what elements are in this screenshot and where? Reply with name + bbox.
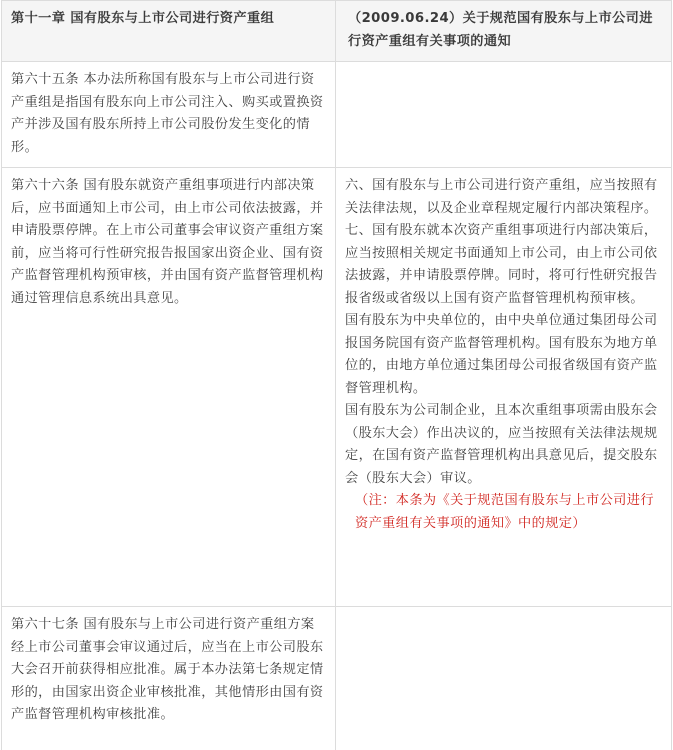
clause-seven-paragraph: 七、国有股东就本次资产重组事项进行内部决策后，应当按照相关规定书面通知上市公司，由上市公司依法披露，并申请股票停牌。同时，将可行性研究报告报省级或省级以上国有资产监督管理机构预审核。 [345,223,658,306]
empty-right-cell [336,62,672,168]
article-65-cell: 第六十五条 本办法所称国有股东与上市公司进行资产重组是指国有股东向上市公司注入、购买或置换资产并涉及国有股东所持上市公司股份发生变化的情形。 [2,62,336,168]
header-right-cell: （2009.06.24）关于规范国有股东与上市公司进行资产重组有关事项的通知 [336,1,672,62]
article-66-cell: 第六十六条 国有股东就资产重组事项进行内部决策后，应书面通知上市公司，由上市公司依法披露，并申请股票停牌。在上市公司董事会审议资产重组方案前，应当将可行性研究报告报国家出资企业、国有资产监督管理机构预审核，并由国有资产监督管理机构通过管理信息系统出具意见。 [2,168,336,607]
source-note [345,490,662,535]
table-row [2,607,672,750]
empty-right-cell [336,607,672,750]
source-note-text: （注：本条为《关于规范国有股东与上市公司进行资产重组有关事项的通知》中的规定） [355,493,654,531]
comparison-table [1,0,672,750]
corporate-enterprise-paragraph: 国有股东为公司制企业，且本次重组事项需由股东会（股东大会）作出决议的，应当按照有关法律法规规定，在国有资产监督管理机构出具意见后，提交股东会（股东大会）审议。 [345,403,658,486]
article-67-cell: 第六十七条 国有股东与上市公司进行资产重组方案经上市公司董事会审议通过后，应当在上市公司股东大会召开前获得相应批准。属于本办法第七条规定情形的，由国家出资企业审核批准，其他情形由国有资产监督管理机构审核批准。 [2,607,336,750]
table-row [2,168,672,607]
clause-six-paragraph: 六、国有股东与上市公司进行资产重组，应当按照有关法律法规，以及企业章程规定履行内部决策程序。 [345,178,658,216]
table-header-row [2,1,672,62]
central-unit-paragraph: 国有股东为中央单位的，由中央单位通过集团母公司报国务院国有资产监督管理机构。国有股东为地方单位的，由地方单位通过集团母公司报省级国有资产监督管理机构。 [345,313,658,396]
header-left-cell: 第十一章 国有股东与上市公司进行资产重组 [2,1,336,62]
table-row [2,62,672,168]
notice-clauses-cell [336,168,672,607]
